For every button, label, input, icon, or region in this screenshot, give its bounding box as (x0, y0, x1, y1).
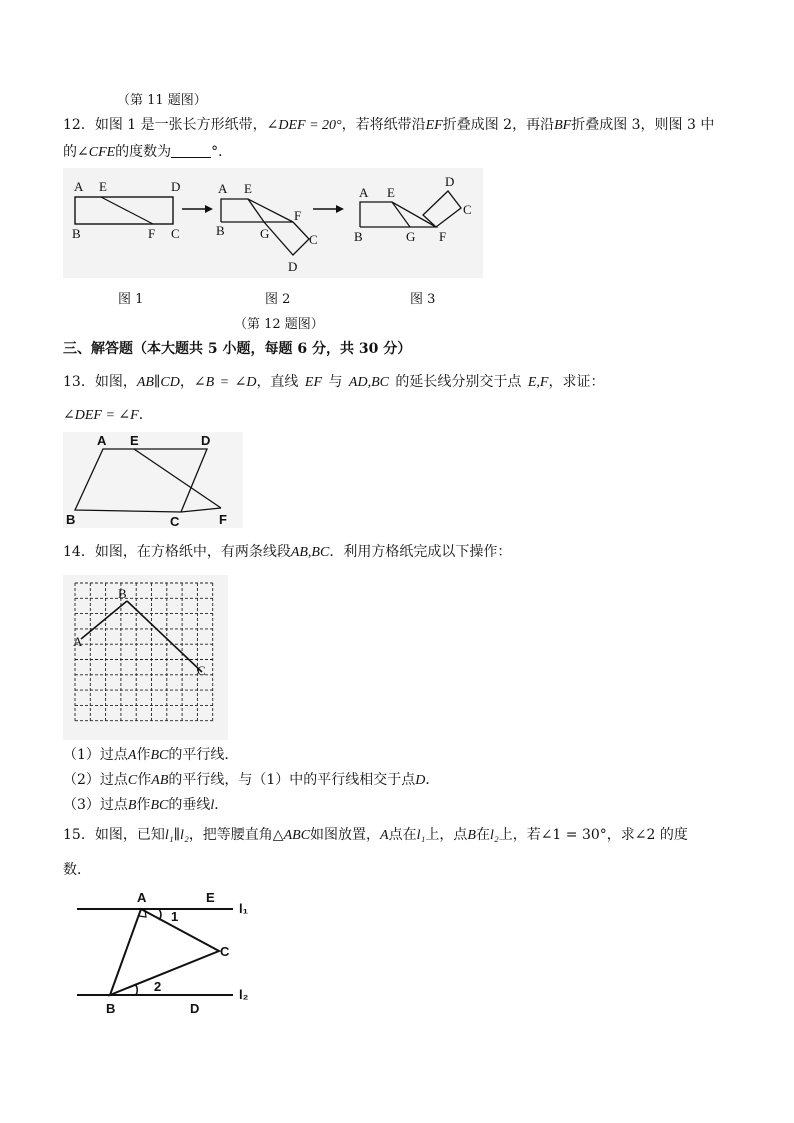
svg-text:G: G (406, 229, 416, 244)
svg-text:D: D (445, 174, 455, 189)
svg-text:A: A (218, 181, 228, 196)
q15-line2: 数． (63, 862, 91, 878)
svg-text:C: C (309, 232, 318, 247)
svg-text:C: C (171, 226, 180, 241)
svg-text:D: D (190, 1001, 200, 1016)
svg-text:D: D (201, 433, 211, 448)
q14-grid-figure (63, 575, 228, 740)
svg-text:B: B (66, 512, 76, 527)
svg-text:G: G (260, 226, 270, 241)
q15-figure (63, 885, 273, 1020)
svg-text:C: C (463, 202, 472, 217)
q13-line1: 13．如图，AB∥CD，∠B = ∠D，直线 EF 与 AD,BC 的延长线分别交于点 E,F，求证： (63, 374, 605, 390)
q11-caption: （第 11 题图） (117, 93, 207, 108)
svg-text:1: 1 (171, 909, 179, 924)
q14-item-1: （1）过点A作BC的平行线． (63, 747, 239, 763)
svg-text:l₁: l₁ (239, 901, 248, 916)
section3-title: 三、解答题（本大题共 5 小题，每题 6 分，共 30 分） (63, 341, 412, 357)
q14-line1: 14．如图，在方格纸中，有两条线段AB,BC．利用方格纸完成以下操作： (63, 544, 512, 560)
svg-text:F: F (148, 226, 156, 241)
svg-text:B: B (354, 229, 363, 244)
svg-text:B: B (118, 586, 127, 601)
svg-text:C: C (220, 944, 230, 959)
svg-text:F: F (219, 512, 227, 527)
svg-text:C: C (197, 663, 206, 678)
q12-fig3-label: 图 3 (410, 292, 436, 307)
svg-text:B: B (216, 223, 225, 238)
q12-caption: （第 12 题图） (234, 317, 324, 332)
svg-text:A: A (74, 179, 84, 194)
svg-text:F: F (294, 208, 302, 223)
q14-item-2: （2）过点C作AB的平行线，与（1）中的平行线相交于点D． (63, 772, 440, 788)
svg-text:A: A (73, 634, 83, 649)
svg-text:E: E (387, 185, 395, 200)
svg-text:E: E (206, 890, 215, 905)
svg-text:A: A (137, 890, 147, 905)
svg-text:D: D (288, 259, 298, 274)
q12-fig1-label: 图 1 (118, 292, 144, 307)
q14-item-3: （3）过点B作BC的垂线l． (63, 797, 229, 813)
q12-figures (63, 168, 483, 283)
q13-line2: ∠DEF = ∠F． (63, 407, 153, 423)
q15-line1: 15．如图，已知l₁∥l₂，把等腰直角△ABC如图放置，A点在l₁上，点B在l₂上，若∠1 = 30°，求∠2 的度 (63, 827, 688, 843)
svg-text:E: E (130, 433, 139, 448)
svg-text:E: E (244, 181, 252, 196)
q12-fig2-label: 图 2 (265, 292, 291, 307)
q12-line1: 12．如图 1 是一张长方形纸带，∠DEF = 20°，若将纸带沿EF折叠成图 2，再沿BF折叠成图 3，则图 3 中 (63, 117, 715, 133)
svg-text:D: D (171, 179, 181, 194)
svg-text:F: F (439, 229, 447, 244)
svg-text:A: A (97, 433, 107, 448)
svg-text:B: B (106, 1001, 116, 1016)
answer-blank (171, 143, 211, 158)
svg-text:2: 2 (154, 979, 162, 994)
svg-text:A: A (359, 185, 369, 200)
svg-text:l₂: l₂ (239, 987, 249, 1002)
q12-line2: 的∠CFE的度数为 °． (63, 144, 233, 160)
svg-text:B: B (72, 226, 81, 241)
q13-figure (63, 432, 243, 528)
svg-text:C: C (170, 514, 180, 529)
svg-text:E: E (99, 179, 107, 194)
